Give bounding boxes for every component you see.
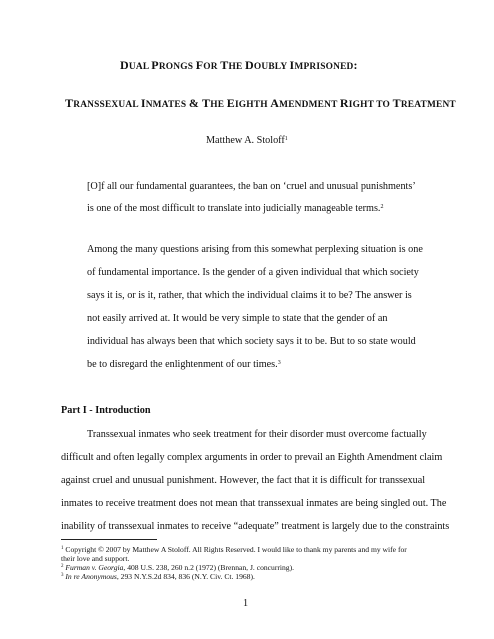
quote-line-2: of fundamental importance. Is the gender of a given individual that which society — [87, 267, 419, 278]
footnote-1-line-1: $^1$ Copyright © 2007 by Matthew A Stoloff. All Rights Reserved. I would like to thank my parents and my wife for — [61, 545, 407, 554]
author-name: Matthew A. Stoloff — [206, 135, 285, 146]
footnote-3: $^3$ In re Anonymous, 293 N.Y.S.2d 834, 836 (N.Y. Civ. Ct. 1968). — [61, 572, 255, 581]
footnote-2: $^2$ Furman v. Georgia, 408 U.S. 238, 260 n.2 (1972) (Brennan, J. concurring). — [61, 563, 295, 572]
footnote-ref-1[interactable]: 1 — [284, 136, 288, 142]
footnote-ref-2[interactable]: 2 — [380, 204, 384, 210]
quote-line-1: Among the many questions arising from this somewhat perplexing situation is one — [87, 244, 423, 255]
quote-line-6: be to disregard the enlightenment of our times.$^3$ — [87, 359, 281, 370]
title-line-1: DUAL PRONGS FOR THE DOUBLY IMPRISONED: — [120, 58, 358, 72]
quote-line-3: says it is, or is it, rather, that which the individual claims it to be? The answer is — [87, 290, 412, 301]
footnote-ref-3[interactable]: 3 — [277, 360, 281, 366]
title-line-2: TRANSSEXUAL INMATES & THE EIGHTH AMENDMENT RIGHT TO TREATMENT — [65, 96, 456, 110]
quote-line-4: not easily arrived at. It would be very simple to state that the gender of an — [87, 313, 388, 324]
footnote-2-case: Furman v. Georgia — [65, 563, 124, 572]
quote-line-5: individual has always been that which society says it to be. But to so state would — [87, 336, 416, 347]
section-heading: Part I - Introduction — [61, 405, 151, 416]
body-line-3: against cruel and unusual punishment. However, the fact that it is difficult for transsexual — [61, 475, 426, 486]
page-number: 1 — [243, 598, 249, 609]
body-line-5: inability of transsexual inmates to receive “adequate” treatment is largely due to the constraints — [61, 521, 450, 532]
epigraph-line-2: is one of the most difficult to translate into judicially manageable terms.$^2$ — [87, 203, 384, 214]
body-line-2: difficult and often legally complex arguments in order to prevail an Eighth Amendment claim — [61, 452, 443, 463]
footnote-3-case: In re Anonymous — [65, 572, 117, 581]
author-line — [206, 135, 288, 147]
body-line-1: Transsexual inmates who seek treatment for their disorder must overcome factually — [87, 429, 427, 440]
epigraph-line-1: [O]f all our fundamental guarantees, the ban on ‘cruel and unusual punishments’ — [87, 181, 416, 192]
footnote-1-line-2: their love and support. — [61, 554, 130, 563]
body-line-4: inmates to receive treatment does not mean that transsexual inmates are being singled out. The — [61, 498, 447, 509]
footnote-separator — [61, 539, 157, 540]
